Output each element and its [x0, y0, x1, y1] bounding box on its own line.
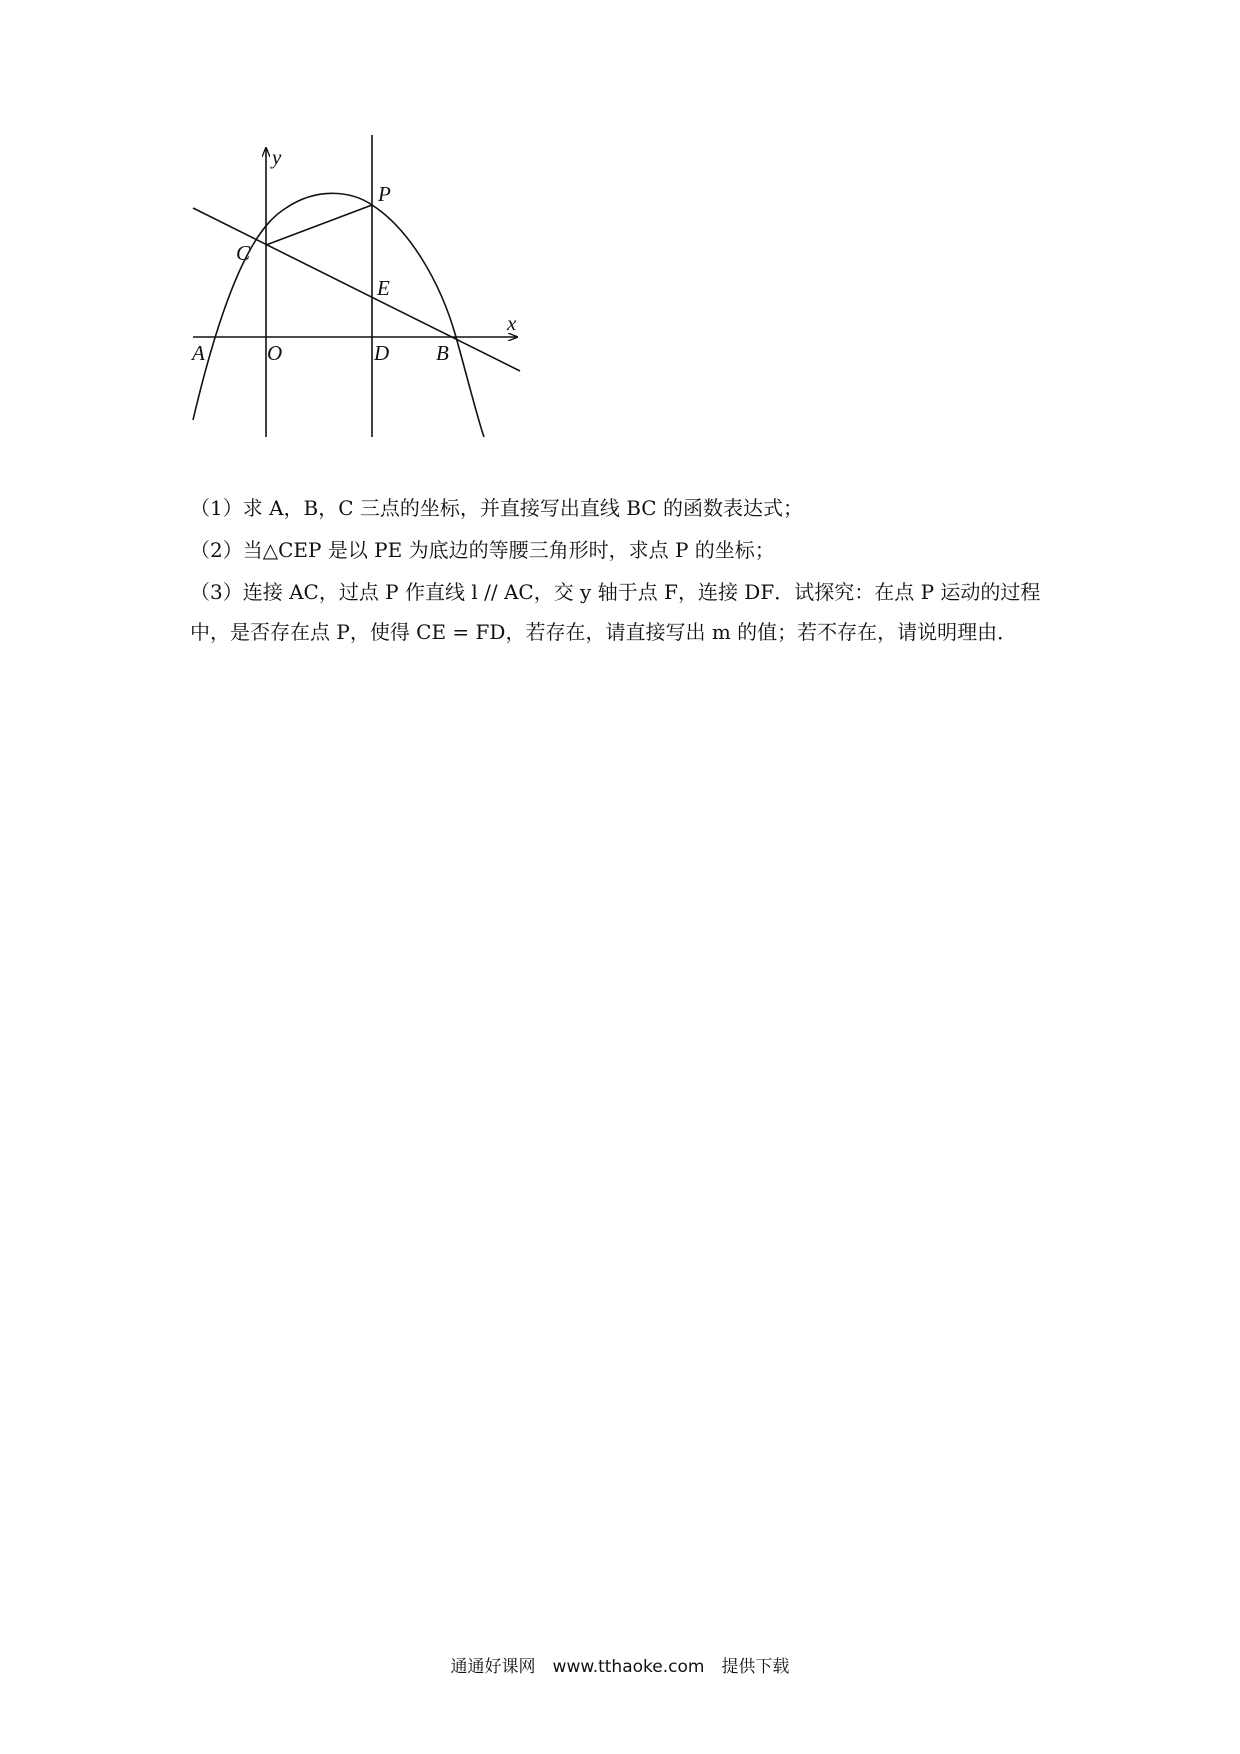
label-point-o: O	[267, 341, 283, 365]
question-3: （3）连接 AC，过点 P 作直线 l // AC，交 y 轴于点 F，连接 DF．试探究：在点 P 运动的过程中，是否存在点 P，使得 CE = FD，若存在，请直接写出 m 的值；若不存在，请说明理由．	[190, 580, 1041, 644]
line-cb	[193, 208, 520, 371]
question-2: （2）当△CEP 是以 PE 为底边的等腰三角形时，求点 P 的坐标；	[190, 538, 775, 562]
coordinate-figure	[0, 0, 1240, 460]
label-point-a: A	[192, 341, 205, 365]
label-point-e: E	[377, 276, 390, 300]
label-point-d: D	[374, 341, 390, 365]
page-footer: 通通好课网 www.tthaoke.com 提供下载	[450, 1657, 790, 1677]
label-point-c: C	[236, 241, 251, 265]
label-point-p: P	[378, 182, 391, 206]
label-point-b: B	[436, 341, 449, 365]
question-1: （1）求 A，B，C 三点的坐标，并直接写出直线 BC 的函数表达式；	[190, 496, 803, 520]
label-y-axis: y	[272, 145, 282, 169]
label-x-axis: x	[507, 311, 517, 335]
